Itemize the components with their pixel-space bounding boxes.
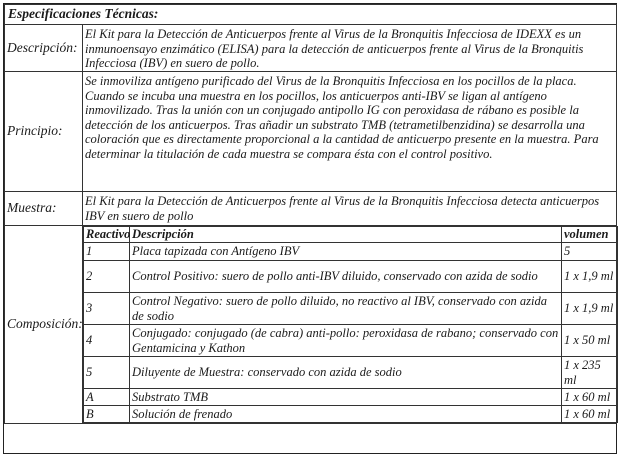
muestra-label: Muestra: (5, 192, 83, 226)
volumen-cell: 1 x 1,9 ml (562, 293, 618, 325)
table-row (84, 357, 618, 389)
principio-text: Se inmoviliza antígeno purificado del Virus de la Bronquitis Infecciosa en los pocillos de la placa. Cuando se incuba una muestra en los pocillos, los anticuerpos anti-IBV se ligan al antígeno inmovilizado. Tras la unión con un conjugado antipollo IG con peroxidasa de rábano es posible la detección de los anticuerpos. Tras añadir un substrato TMB (tetrametilbenzidina) se desarrolla una coloración que es directamente proporcional a la cantidad de anticuerpo presente en la muestra. Para determinar la titulación de cada muestra se compara ésta con el control positivo. (83, 72, 617, 192)
spec-document (3, 3, 617, 454)
composicion-table (83, 226, 618, 423)
reactivo-cell: 2 (84, 261, 130, 293)
composicion-cell (83, 226, 617, 424)
descripcion-cell: Substrato TMB (130, 389, 562, 406)
descripcion-cell: Diluyente de Muestra: conservado con azida de sodio (130, 357, 562, 389)
descripcion-text: El Kit para la Detección de Anticuerpos frente al Virus de la Bronquitis Infecciosa de IDEXX es un inmunoensayo enzimático (ELISA) para la detección de anticuerpos frente al Virus de la Bronquitis Infecciosa (IBV) en suero de pollo. (83, 25, 617, 72)
reactivo-cell: 5 (84, 357, 130, 389)
spec-header: Especificaciones Técnicas: (5, 5, 617, 25)
principio-label: Principio: (5, 72, 83, 192)
spec-table (4, 4, 617, 424)
table-row (84, 389, 618, 406)
table-row (84, 325, 618, 357)
descripcion-cell: Placa tapizada con Antígeno IBV (130, 243, 562, 261)
reactivo-cell: A (84, 389, 130, 406)
reactivo-cell: 4 (84, 325, 130, 357)
table-row (84, 293, 618, 325)
header-volumen: volumen (562, 227, 618, 243)
table-row (84, 243, 618, 261)
volumen-cell: 1 x 60 ml (562, 389, 618, 406)
reactivo-cell: B (84, 406, 130, 423)
descripcion-label: Descripción: (5, 25, 83, 72)
reactivo-cell: 3 (84, 293, 130, 325)
descripcion-cell: Conjugado: conjugado (de cabra) anti-pollo: peroxidasa de rabano; conservado con Gentamicina y Kathon (130, 325, 562, 357)
header-reactivo: Reactivo (84, 227, 130, 243)
volumen-cell: 1 x 1,9 ml (562, 261, 618, 293)
table-row (84, 261, 618, 293)
volumen-cell: 1 x 50 ml (562, 325, 618, 357)
volumen-cell: 5 (562, 243, 618, 261)
composicion-label: Composición: (5, 226, 83, 424)
header-descripcion: Descripción (130, 227, 562, 243)
muestra-text: El Kit para la Detección de Anticuerpos frente al Virus de la Bronquitis Infecciosa detecta anticuerpos IBV en suero de pollo (83, 192, 617, 226)
descripcion-cell: Control Negativo: suero de pollo diluido, no reactivo al IBV, conservado con azida de sodio (130, 293, 562, 325)
descripcion-cell: Control Positivo: suero de pollo anti-IBV diluido, conservado con azida de sodio (130, 261, 562, 293)
table-row (84, 406, 618, 423)
reactivo-cell: 1 (84, 243, 130, 261)
descripcion-cell: Solución de frenado (130, 406, 562, 423)
volumen-cell: 1 x 60 ml (562, 406, 618, 423)
volumen-cell: 1 x 235 ml (562, 357, 618, 389)
